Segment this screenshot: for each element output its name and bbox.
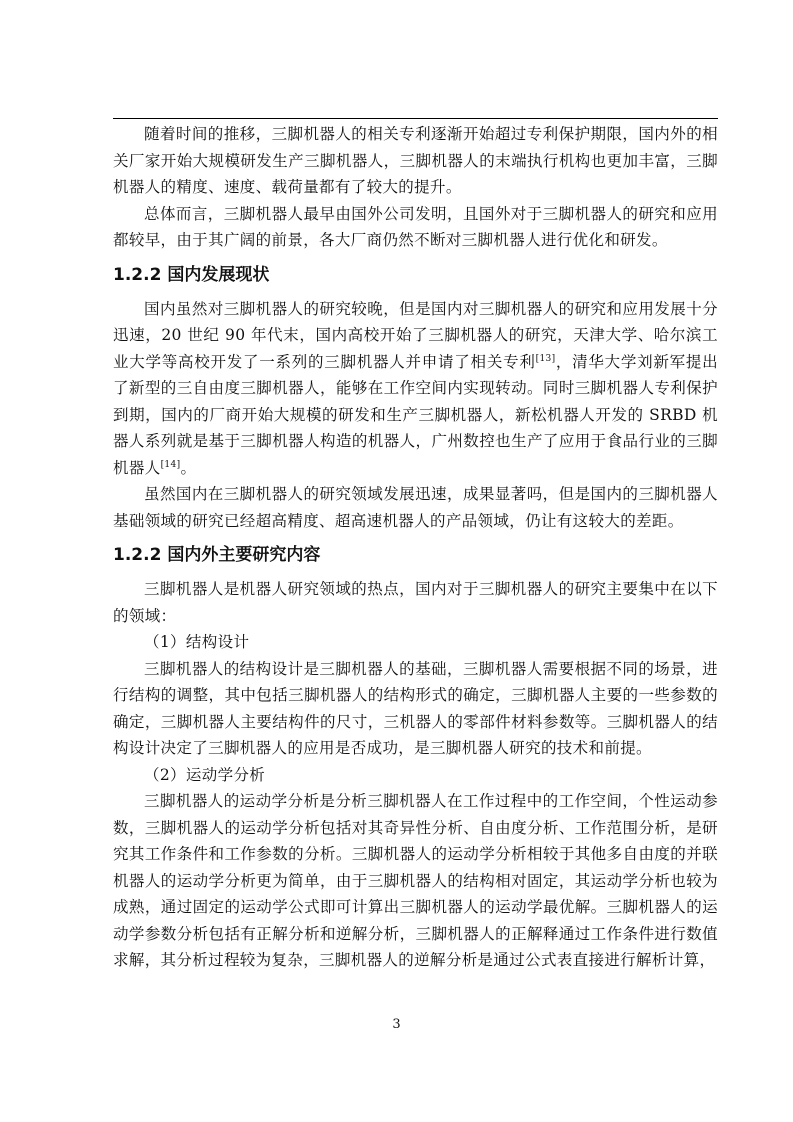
citation-ref: [14]	[160, 459, 181, 470]
paragraph-text: 国内虽然对三脚机器人的研究较晚，但是国内对三脚机器人的研究和应用发展十分迅速，20 世纪 90 年代末，国内高校开始了三脚机器人的研究，天津大学、哈尔滨工业大学等高校开发了一系列的三脚机器人并申请了相关专利	[113, 299, 718, 371]
paragraph: 三脚机器人是机器人研究领域的热点，国内对于三脚机器人的研究主要集中在以下的领域：	[113, 580, 718, 625]
paragraph: 总体而言，三脚机器人最早由国外公司发明，且国外对于三脚机器人的研究和应用都较早，由于其广阔的前景，各大厂商仍然不断对三脚机器人进行优化和研发。	[113, 204, 718, 249]
paragraph: 虽然国内在三脚机器人的研究领域发展迅速，成果显著吗，但是国内的三脚机器人基础领域的研究已经超高精度、超高速机器人的产品领域，仍让有这较大的差距。	[113, 485, 718, 530]
paragraph: 三脚机器人的结构设计是三脚机器人的基础，三脚机器人需要根据不同的场景，进行结构的调整，其中包括三脚机器人的结构形式的确定，三脚机器人主要的一些参数的确定，三脚机器人主要结构件的尺寸，三机器人的零部件材料参数等。三脚机器人的结构设计决定了三脚机器人的应用是否成功，是三脚机器人研究的技术和前提。	[113, 659, 718, 757]
paragraph: 三脚机器人的运动学分析是分析三脚机器人在工作过程中的工作空间，个性运动参数，三脚机器人的运动学分析包括对其奇异性分析、自由度分析、工作范围分析，是研究其工作条件和工作参数的分析。三脚机器人的运动学分析相较于其他多自由度的并联机器人的运动学分析更为简单，由于三脚机器人的结构相对固定，其运动学分析也较为成熟，通过固定的运动学公式即可计算出三脚机器人的运动学最优解。三脚机器人的运动学参数分析包括有正解分析和逆解分析，三脚机器人的正解释通过工作条件进行数值求解，其分析过程较为复杂，三脚机器人的逆解分析是通过公式表直接进行解析计算，	[113, 792, 718, 969]
section-heading: 1.2.2 国内外主要研究内容	[113, 545, 321, 565]
list-item-heading: （2）运动学分析	[144, 765, 266, 784]
paragraph-text: ，清华大学刘新军提出了新型的三自由度三脚机器人，能够在工作空间内实现转动。同时三脚机器人专利保护到期，国内的厂商开始大规模的研发和生产三脚机器人，新松机器人开发的 SRBD 机器人系列就是基于三脚机器人构造的机器人，广州数控也生产了应用于食品行业的三脚机器人	[113, 352, 718, 477]
page-number: 3	[392, 1017, 401, 1032]
section-heading: 1.2.2 国内发展现状	[113, 264, 270, 285]
page-body	[113, 121, 718, 974]
paragraph	[113, 296, 718, 482]
citation-ref: [13]	[535, 353, 556, 364]
paragraph: 随着时间的推移，三脚机器人的相关专利逐渐开始超过专利保护期限，国内外的相关厂家开始大规模研发生产三脚机器人，三脚机器人的末端执行机构也更加丰富，三脚机器人的精度、速度、载荷量都有了较大的提升。	[113, 125, 718, 196]
header-rule	[113, 118, 718, 119]
list-item-heading: （1）结构设计	[144, 633, 250, 651]
paragraph-text: 。	[180, 458, 197, 477]
